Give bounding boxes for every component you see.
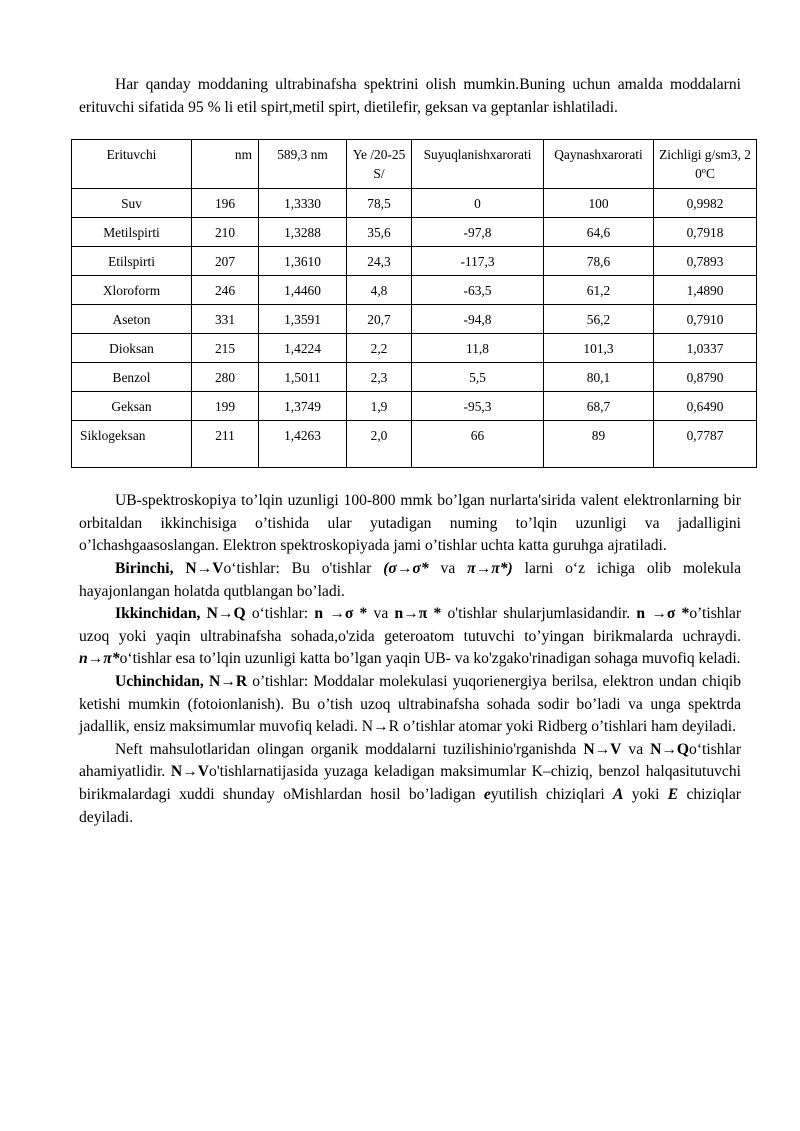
table-cell: 2,3 — [347, 363, 412, 392]
paragraph-first-transition — [79, 558, 741, 603]
solvent-name-cell: Xloroform — [72, 276, 192, 305]
table-cell: 0 — [412, 189, 544, 218]
table-cell: 1,0337 — [654, 334, 757, 363]
solvent-name-cell: Dioksan — [72, 334, 192, 363]
table-cell: 1,3749 — [259, 392, 347, 421]
table-cell: 35,6 — [347, 218, 412, 247]
text-segment: va — [440, 559, 456, 577]
formula-n-pi-2: n→π* — [79, 650, 120, 668]
table-cell: -94,8 — [412, 305, 544, 334]
table-header-cell: nm — [192, 140, 259, 189]
table-cell: 100 — [544, 189, 654, 218]
term-e: e — [483, 785, 491, 803]
body-text — [79, 490, 741, 829]
table-cell: 20,7 — [347, 305, 412, 334]
table-row — [72, 276, 757, 305]
table-cell: 0,9982 — [654, 189, 757, 218]
term-n-q: N→Q — [650, 740, 690, 758]
table-header-cell: Ye /20-25S/ — [347, 140, 412, 189]
solvent-name-cell: Benzol — [72, 363, 192, 392]
table-row — [72, 305, 757, 334]
text-segment: va — [373, 605, 389, 623]
term-n-r: N→R — [208, 672, 248, 690]
table-cell: 1,9 — [347, 392, 412, 421]
text-segment: va — [628, 740, 644, 758]
term-first: Birinchi, — [115, 559, 174, 577]
solvent-name-cell: Siklogeksan — [72, 421, 192, 468]
table-cell: 56,2 — [544, 305, 654, 334]
text-segment: o'tishlarnatijasida yuzaga keladigan maksimumlar K–chiziq, benzol halqasitutuvchi birikmalardagi xuddi shunday oMishlardan hosil bo’ladigan — [79, 763, 741, 803]
term-n-v: N→V — [170, 763, 210, 781]
table-cell: 0,7787 — [654, 421, 757, 468]
text-segment: o'tishlar shularjumlasidandir. — [447, 605, 631, 623]
table-cell: -97,8 — [412, 218, 544, 247]
table-cell: 1,4890 — [654, 276, 757, 305]
term-e-2: E — [667, 785, 679, 803]
table-cell: 5,5 — [412, 363, 544, 392]
paragraph-petroleum — [79, 739, 741, 829]
text-segment: o‘tishlar: — [251, 605, 309, 623]
table-header-cell: Zichligi g/sm3, 20ºC — [654, 140, 757, 189]
formula-n-pi: n→π * — [394, 605, 442, 623]
table-header-cell: Suyuqlanishxaroratі — [412, 140, 544, 189]
text-segment: o’tishlar: Moddalar molekulasi yuqorienergiya berilsa, elektron undan chiqib ketishi mumkin (fotoionlanish). Bu o’tish uzoq ultrabinafsha sohada sodir bo’ladi va unga spektrda jadallik, ensiz maksimumlar muvofiq keladi. N→R o’tishlar atomar yoki Ridberg o’tishlari ham deyiladi. — [79, 672, 741, 736]
text-segment: o‘tishlar esa to’lqin uzunligi katta bo’lgan yaqin UB- va ko'zgako'rinadigan sohaga muvofiq keladi. — [119, 650, 741, 668]
table-cell: 210 — [192, 218, 259, 247]
solvent-name-cell: Metilspirti — [72, 218, 192, 247]
table-header-cell: 589,3 nm — [259, 140, 347, 189]
table-cell: 78,6 — [544, 247, 654, 276]
solvent-name-cell: Aseton — [72, 305, 192, 334]
table-row — [72, 218, 757, 247]
text-segment: larni o‘z ichiga olib molekula hayajonlangan holatda qutblangan bo’ladi. — [79, 559, 742, 600]
paragraph-third-transition — [79, 671, 741, 739]
table-cell: 331 — [192, 305, 259, 334]
table-header-cell: Qaynashxarorati — [544, 140, 654, 189]
table-cell: 11,8 — [412, 334, 544, 363]
table-cell: 211 — [192, 421, 259, 468]
table-cell: 199 — [192, 392, 259, 421]
term-second: Ikkinchidan, — [115, 605, 201, 623]
solvent-name-cell: Etilspirti — [72, 247, 192, 276]
table-cell: 2,0 — [347, 421, 412, 468]
table-cell: 89 — [544, 421, 654, 468]
table-cell: 78,5 — [347, 189, 412, 218]
formula-sigma: (σ→σ* — [383, 559, 429, 577]
table-cell: 1,3288 — [259, 218, 347, 247]
solvent-table — [71, 139, 757, 468]
term-n-v: N→V — [185, 559, 224, 577]
table-cell: 1,4460 — [259, 276, 347, 305]
text-segment: yutilish chiziqlari — [490, 785, 605, 803]
table-cell: 0,7893 — [654, 247, 757, 276]
table-cell: 0,7918 — [654, 218, 757, 247]
table-cell: -63,5 — [412, 276, 544, 305]
text-segment: o‘tishlar: Bu o'tishlar — [223, 559, 372, 577]
intro-paragraph: Har qanday moddaning ultrabinafsha spektrini olish mumkin.Buning uchun amalda moddalarni erituvchi sifatida 95 % li etil spirt,metil spirt, dietilefir, geksan va geptanlar ishlatiladi. — [79, 76, 741, 116]
table-cell: 2,2 — [347, 334, 412, 363]
formula-pi: π→π*) — [467, 559, 513, 577]
text-segment: o’tishlar uzoq yoki yaqin ultrabinafsha sohada,o'zida geteroatom tutuvchi to’yingan birikmalarda uchraydi. — [79, 605, 742, 645]
table-cell: -95,3 — [412, 392, 544, 421]
table-cell: 80,1 — [544, 363, 654, 392]
table-row — [72, 392, 757, 421]
term-n-v: N→V — [583, 740, 622, 758]
table-cell: 1,3330 — [259, 189, 347, 218]
solvent-name-cell: Geksan — [72, 392, 192, 421]
table-cell: 0,6490 — [654, 392, 757, 421]
table-cell: 0,7910 — [654, 305, 757, 334]
term-third: Uchinchidan, — [115, 672, 204, 690]
document-page — [79, 74, 751, 829]
text-segment: yoki — [631, 785, 660, 803]
table-cell: 280 — [192, 363, 259, 392]
table-cell: 215 — [192, 334, 259, 363]
text-segment: o‘tishlar ahamiyatlidir. — [79, 740, 742, 781]
table-cell: 1,4263 — [259, 421, 347, 468]
table-row — [72, 334, 757, 363]
paragraph-uv-spectroscopy: UB-spektroskopiya to’lqin uzunligi 100-800 mmk bo’lgan nurlarta'sirida valent elektronlarning bir orbitaldan ikkinchisiga o’tishida ular yutadigan numing to’lqin uzunligi va jadalligini o’lchashgaasoslangan. Elektron spektroskopiyada jami o’tishlar uchta katta guruhga ajratiladi. — [79, 492, 741, 555]
table-cell: 207 — [192, 247, 259, 276]
table-cell: 101,3 — [544, 334, 654, 363]
table-cell: 1,4224 — [259, 334, 347, 363]
table-cell: 1,3610 — [259, 247, 347, 276]
text-segment: Neft mahsulotlaridan olingan organik moddalarni tuzilishinio'rganishda — [115, 740, 577, 758]
table-cell: 64,6 — [544, 218, 654, 247]
table-cell: 1,3591 — [259, 305, 347, 334]
table-row — [72, 247, 757, 276]
table-header-row — [72, 140, 757, 189]
table-cell: 0,8790 — [654, 363, 757, 392]
table-cell: 4,8 — [347, 276, 412, 305]
text-segment: chiziqlar deyiladi. — [79, 785, 742, 826]
table-row — [72, 421, 757, 468]
table-body — [72, 189, 757, 468]
table-cell: -117,3 — [412, 247, 544, 276]
table-cell: 196 — [192, 189, 259, 218]
table-cell: 246 — [192, 276, 259, 305]
table-header-cell: Erituvchi — [72, 140, 192, 189]
table-cell: 61,2 — [544, 276, 654, 305]
table-row — [72, 363, 757, 392]
paragraph-second-transition — [79, 603, 741, 671]
table-row — [72, 189, 757, 218]
table-cell: 68,7 — [544, 392, 654, 421]
solvent-name-cell: Suv — [72, 189, 192, 218]
formula-n-sigma: n →σ * — [314, 605, 368, 623]
table-cell: 1,5011 — [259, 363, 347, 392]
term-a: A — [613, 785, 624, 803]
table-cell: 66 — [412, 421, 544, 468]
formula-n-sigma-2: n →σ * — [636, 605, 690, 623]
table-cell: 24,3 — [347, 247, 412, 276]
term-n-q: N→Q — [206, 605, 246, 623]
